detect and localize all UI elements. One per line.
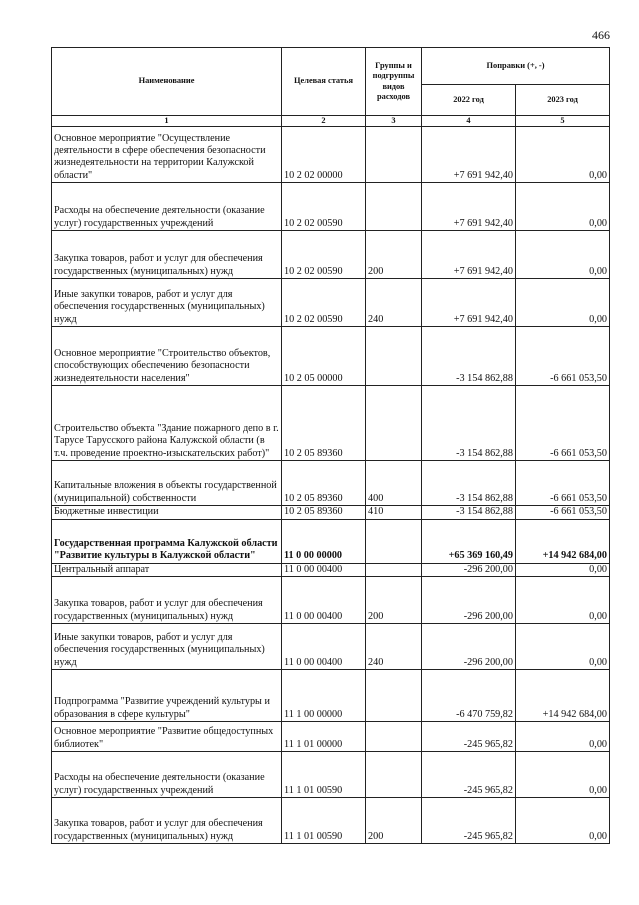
table-row [52, 722, 610, 752]
row-amount-2023: 0,00 [516, 722, 610, 752]
budget-table [51, 47, 610, 844]
row-amount-2023: 0,00 [516, 798, 610, 844]
row-target-article: 11 1 00 00000 [282, 670, 366, 722]
row-amount-2023: 0,00 [516, 577, 610, 624]
header-year-2022: 2022 год [422, 85, 516, 116]
row-target-article: 10 2 05 89360 [282, 461, 366, 506]
row-expense-group: 200 [366, 798, 422, 844]
row-name: Иные закупки товаров, работ и услуг для обеспечения государственных (муниципальных) нужд [52, 279, 282, 327]
row-amount-2023: -6 661 053,50 [516, 327, 610, 386]
row-amount-2022: +7 691 942,40 [422, 127, 516, 183]
row-amount-2022: -245 965,82 [422, 798, 516, 844]
row-target-article: 10 2 02 00590 [282, 279, 366, 327]
row-name: Основное мероприятие "Осуществление деятельности в сфере обеспечения безопасности жизнедеятельности на территории Калужской области" [52, 127, 282, 183]
row-target-article: 11 1 01 00590 [282, 798, 366, 844]
row-amount-2022: -296 200,00 [422, 563, 516, 576]
row-expense-group [366, 327, 422, 386]
row-target-article: 11 0 00 00000 [282, 519, 366, 563]
table-row [52, 624, 610, 670]
row-amount-2022: -3 154 862,88 [422, 461, 516, 506]
row-target-article: 11 0 00 00400 [282, 563, 366, 576]
table-body [52, 127, 610, 844]
row-amount-2022: -245 965,82 [422, 752, 516, 798]
table-row [52, 670, 610, 722]
row-amount-2023: 0,00 [516, 624, 610, 670]
row-target-article: 11 1 01 00000 [282, 722, 366, 752]
row-target-article: 10 2 02 00000 [282, 127, 366, 183]
table-row [52, 563, 610, 576]
row-name: Капитальные вложения в объекты государственной (муниципальной) собственности [52, 461, 282, 506]
row-name: Закупка товаров, работ и услуг для обеспечения государственных (муниципальных) нужд [52, 577, 282, 624]
table-row [52, 386, 610, 461]
row-name: Расходы на обеспечение деятельности (оказание услуг) государственных учреждений [52, 183, 282, 231]
row-name: Закупка товаров, работ и услуг для обеспечения государственных (муниципальных) нужд [52, 231, 282, 279]
row-amount-2023: 0,00 [516, 127, 610, 183]
header-target-article: Целевая статья [282, 48, 366, 116]
header-year-2023: 2023 год [516, 85, 610, 116]
column-number: 3 [366, 116, 422, 127]
row-expense-group [366, 722, 422, 752]
row-expense-group: 400 [366, 461, 422, 506]
row-target-article: 11 1 01 00590 [282, 752, 366, 798]
row-target-article: 11 0 00 00400 [282, 577, 366, 624]
row-name: Основное мероприятие "Развитие общедоступных библиотек" [52, 722, 282, 752]
row-expense-group: 200 [366, 577, 422, 624]
row-expense-group: 240 [366, 279, 422, 327]
header-expense-groups: Группы и подгруппы видов расходов [366, 48, 422, 116]
table-header [52, 48, 610, 127]
row-amount-2022: -245 965,82 [422, 722, 516, 752]
row-target-article: 10 2 05 89360 [282, 386, 366, 461]
table-row [52, 798, 610, 844]
row-amount-2022: +7 691 942,40 [422, 231, 516, 279]
row-name: Закупка товаров, работ и услуг для обеспечения государственных (муниципальных) нужд [52, 798, 282, 844]
row-target-article: 10 2 02 00590 [282, 183, 366, 231]
header-corrections: Поправки (+, -) [422, 48, 610, 85]
header-name: Наименование [52, 48, 282, 116]
row-amount-2023: +14 942 684,00 [516, 519, 610, 563]
row-name: Иные закупки товаров, работ и услуг для обеспечения государственных (муниципальных) нужд [52, 624, 282, 670]
row-amount-2023: 0,00 [516, 563, 610, 576]
column-numbers-row [52, 116, 610, 127]
row-name: Бюджетные инвестиции [52, 506, 282, 519]
row-expense-group [366, 752, 422, 798]
row-amount-2023: -6 661 053,50 [516, 386, 610, 461]
row-amount-2022: -3 154 862,88 [422, 386, 516, 461]
row-amount-2022: +7 691 942,40 [422, 183, 516, 231]
row-expense-group [366, 519, 422, 563]
table-row [52, 231, 610, 279]
row-target-article: 10 2 02 00590 [282, 231, 366, 279]
row-amount-2022: -3 154 862,88 [422, 506, 516, 519]
row-expense-group [366, 670, 422, 722]
row-target-article: 10 2 05 89360 [282, 506, 366, 519]
row-expense-group: 240 [366, 624, 422, 670]
row-target-article: 10 2 05 00000 [282, 327, 366, 386]
table-row [52, 327, 610, 386]
row-amount-2022: -6 470 759,82 [422, 670, 516, 722]
row-name: Строительство объекта "Здание пожарного депо в г. Тарусе Тарусского района Калужской области (в т.ч. проведение проектно-изыскательских работ)" [52, 386, 282, 461]
row-expense-group: 410 [366, 506, 422, 519]
row-amount-2023: 0,00 [516, 183, 610, 231]
row-amount-2023: -6 661 053,50 [516, 506, 610, 519]
row-name: Основное мероприятие "Строительство объектов, способствующих обеспечению безопасности жизнедеятельности населения" [52, 327, 282, 386]
row-expense-group [366, 386, 422, 461]
row-expense-group [366, 563, 422, 576]
table-row [52, 461, 610, 506]
row-amount-2022: +65 369 160,49 [422, 519, 516, 563]
row-amount-2022: -296 200,00 [422, 624, 516, 670]
row-target-article: 11 0 00 00400 [282, 624, 366, 670]
row-amount-2023: 0,00 [516, 231, 610, 279]
row-name: Центральный аппарат [52, 563, 282, 576]
row-amount-2022: +7 691 942,40 [422, 279, 516, 327]
row-amount-2023: +14 942 684,00 [516, 670, 610, 722]
row-expense-group [366, 127, 422, 183]
column-number: 4 [422, 116, 516, 127]
table-row [52, 127, 610, 183]
page-number: 466 [592, 28, 610, 42]
row-expense-group [366, 183, 422, 231]
table-row [52, 279, 610, 327]
row-amount-2023: 0,00 [516, 752, 610, 798]
column-number: 5 [516, 116, 610, 127]
table-row [52, 183, 610, 231]
column-number: 1 [52, 116, 282, 127]
row-name: Подпрограмма "Развитие учреждений культуры и образования в сфере культуры" [52, 670, 282, 722]
row-amount-2022: -296 200,00 [422, 577, 516, 624]
table-row [52, 752, 610, 798]
row-amount-2023: 0,00 [516, 279, 610, 327]
row-name: Государственная программа Калужской области "Развитие культуры в Калужской области" [52, 519, 282, 563]
column-number: 2 [282, 116, 366, 127]
table-row [52, 577, 610, 624]
row-amount-2023: -6 661 053,50 [516, 461, 610, 506]
row-expense-group: 200 [366, 231, 422, 279]
row-name: Расходы на обеспечение деятельности (оказание услуг) государственных учреждений [52, 752, 282, 798]
row-amount-2022: -3 154 862,88 [422, 327, 516, 386]
table-row [52, 519, 610, 563]
table-row [52, 506, 610, 519]
